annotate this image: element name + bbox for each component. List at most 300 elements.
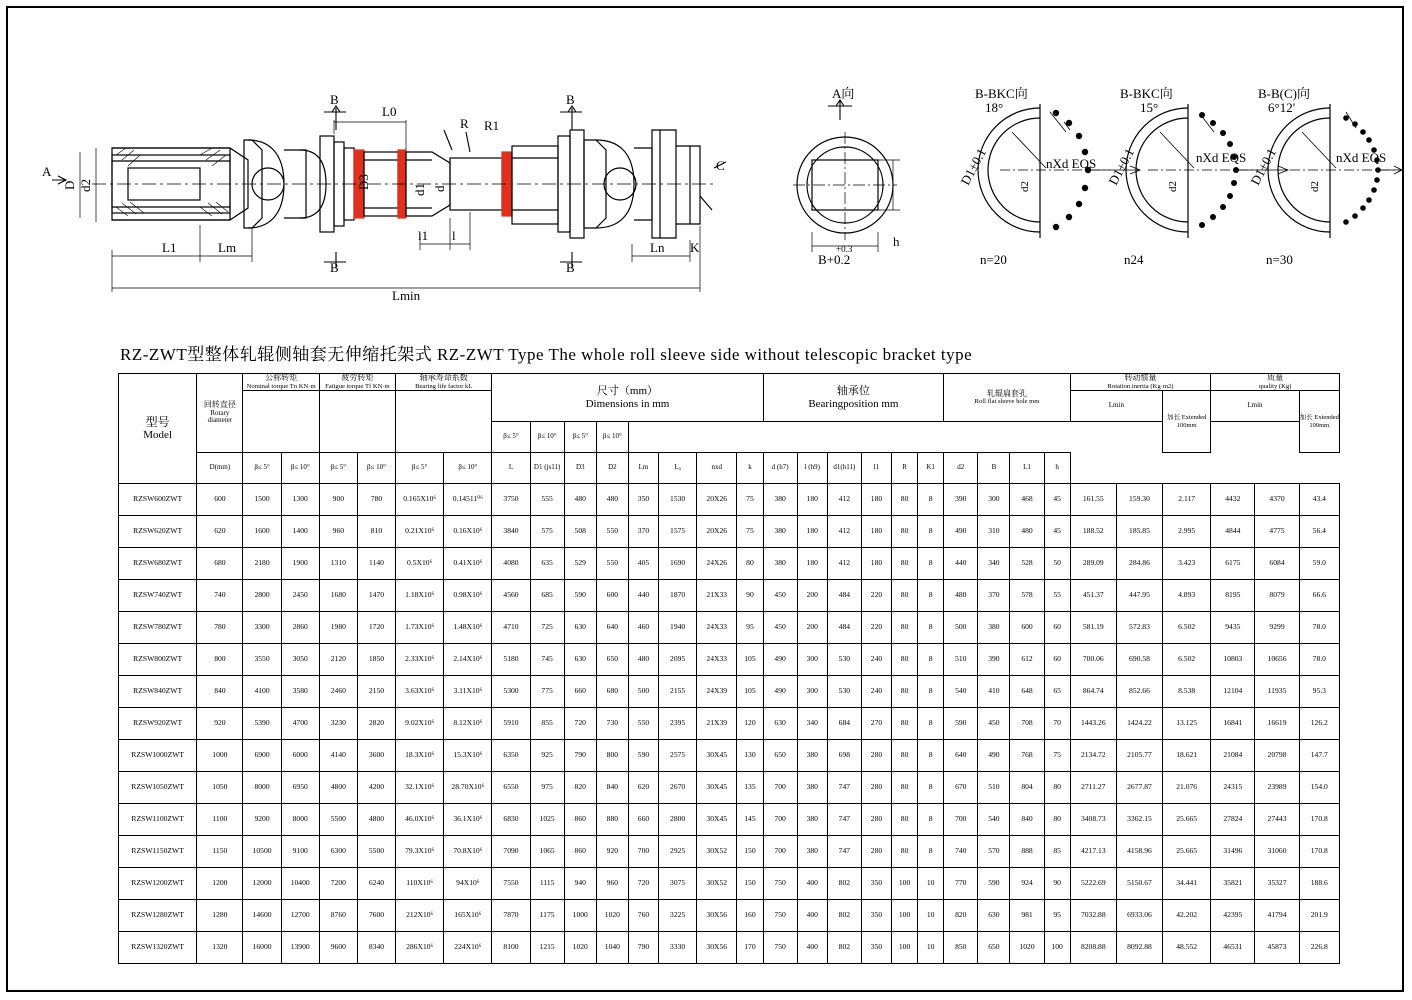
- cell-l: 400: [797, 900, 827, 932]
- cell-q5: 31496: [1211, 836, 1255, 868]
- cell-iext: 6.502: [1163, 644, 1211, 676]
- cell-q10: 41794: [1255, 900, 1299, 932]
- cell-L: 4080: [492, 548, 530, 580]
- cell-q5: 42395: [1211, 900, 1255, 932]
- cell-iext: 34.441: [1163, 868, 1211, 900]
- table-row: [119, 740, 1340, 772]
- cell-l: 200: [797, 612, 827, 644]
- cell-L0: 2095: [659, 644, 697, 676]
- cell-tn5: 16000: [243, 932, 281, 964]
- svg-text:D1±0.1: D1±0.1: [1105, 145, 1138, 188]
- cell-D1: 1025: [530, 804, 564, 836]
- cell-d2: 500: [944, 612, 978, 644]
- th-nominal-torque: 公称转矩 Nominal torque Tn KN·m: [243, 374, 319, 391]
- svg-text:nXd EQS: nXd EQS: [1336, 150, 1387, 165]
- cell-l1: 220: [861, 580, 891, 612]
- cell-L0: 3075: [659, 868, 697, 900]
- cell-q5: 8195: [1211, 580, 1255, 612]
- cell-k: 170: [737, 932, 763, 964]
- cell-h: 80: [1044, 804, 1070, 836]
- cell-l: 400: [797, 868, 827, 900]
- svg-text:B: B: [330, 92, 339, 107]
- cell-q5: 35821: [1211, 868, 1255, 900]
- cell-i5: 4217.13: [1070, 836, 1116, 868]
- cell-iext: 42.202: [1163, 900, 1211, 932]
- cell-q10: 4775: [1255, 516, 1299, 548]
- cell-K1: 8: [918, 740, 944, 772]
- cell-l: 380: [797, 772, 827, 804]
- cell-K1: 8: [918, 516, 944, 548]
- cell-tn5: 3550: [243, 644, 281, 676]
- cell-i5: 188.52: [1070, 516, 1116, 548]
- cell-qext: 170.8: [1299, 836, 1339, 868]
- svg-text:C: C: [716, 158, 725, 173]
- cell-L0: 3225: [659, 900, 697, 932]
- cell-D2: 730: [596, 708, 628, 740]
- cell-D3: 630: [564, 612, 596, 644]
- cell-l1: 350: [861, 932, 891, 964]
- cell-tn5: 3300: [243, 612, 281, 644]
- cell-q10: 20798: [1255, 740, 1299, 772]
- cell-L0: 1870: [659, 580, 697, 612]
- cell-l: 380: [797, 740, 827, 772]
- cell-k: 90: [737, 580, 763, 612]
- cell-L0: 1940: [659, 612, 697, 644]
- cell-tn10: 6950: [281, 772, 319, 804]
- cell-D2: 600: [596, 580, 628, 612]
- svg-text:Lmin: Lmin: [392, 288, 421, 303]
- cell-l1: 180: [861, 548, 891, 580]
- th-quality-b5: β≤ 5°: [564, 422, 596, 453]
- cell-B: 370: [978, 580, 1010, 612]
- table-row: [119, 516, 1340, 548]
- cell-model: RZSW600ZWT: [119, 484, 197, 516]
- cell-nxd: 30X52: [697, 868, 737, 900]
- cell-i10: 5150.67: [1116, 868, 1162, 900]
- cell-R: 80: [892, 676, 918, 708]
- cell-kl10: 2.14X10⁶: [444, 644, 492, 676]
- cell-tn10: 1300: [281, 484, 319, 516]
- cell-Lm: 550: [628, 708, 658, 740]
- cell-iext: 13.125: [1163, 708, 1211, 740]
- cell-nxd: 20X26: [697, 516, 737, 548]
- cell-l: 340: [797, 708, 827, 740]
- cell-tn10: 6000: [281, 740, 319, 772]
- svg-text:D: D: [62, 180, 77, 190]
- table-row: [119, 772, 1340, 804]
- svg-text:A向: A向: [832, 86, 855, 101]
- th-bearing-life: 轴承寿命系数 Bearing life factor kL: [396, 374, 492, 391]
- th-tn-b10: β≤ 10°: [281, 453, 319, 484]
- cell-iext: 25.665: [1163, 804, 1211, 836]
- cell-k: 130: [737, 740, 763, 772]
- cell-k: 150: [737, 868, 763, 900]
- cell-i10: 185.85: [1116, 516, 1162, 548]
- svg-text:B: B: [330, 260, 339, 275]
- cell-K1: 10: [918, 900, 944, 932]
- cell-h: 90: [1044, 868, 1070, 900]
- svg-text:B: B: [566, 260, 575, 275]
- cell-kl5: 110X10⁶: [396, 868, 444, 900]
- cell-tf5: 6300: [319, 836, 357, 868]
- cell-D: 1280: [197, 900, 243, 932]
- cell-i5: 3408.73: [1070, 804, 1116, 836]
- cell-L1: 924: [1010, 868, 1044, 900]
- cell-d1: 530: [827, 644, 861, 676]
- cell-D3: 720: [564, 708, 596, 740]
- cell-tf10: 4800: [357, 804, 395, 836]
- cell-q5: 9435: [1211, 612, 1255, 644]
- cell-tn5: 12000: [243, 868, 281, 900]
- cell-tf5: 4140: [319, 740, 357, 772]
- cell-tn10: 10400: [281, 868, 319, 900]
- cell-q10: 45873: [1255, 932, 1299, 964]
- cell-L1: 981: [1010, 900, 1044, 932]
- cell-k: 95: [737, 612, 763, 644]
- cell-qext: 43.4: [1299, 484, 1339, 516]
- cell-R: 100: [892, 900, 918, 932]
- cell-kl10: 28.70X10⁶: [444, 772, 492, 804]
- th-kl-b10: β≤ 10°: [444, 453, 492, 484]
- cell-l: 300: [797, 644, 827, 676]
- cell-i10: 1424.22: [1116, 708, 1162, 740]
- cell-L: 6350: [492, 740, 530, 772]
- svg-text:L0: L0: [382, 104, 397, 119]
- cell-l1: 280: [861, 740, 891, 772]
- svg-text:n=30: n=30: [1266, 252, 1293, 267]
- cell-l1: 280: [861, 836, 891, 868]
- svg-text:l: l: [452, 228, 456, 243]
- cell-k: 145: [737, 804, 763, 836]
- cell-kl5: 0.165X10⁶: [396, 484, 444, 516]
- cell-D2: 680: [596, 676, 628, 708]
- table-row: [119, 708, 1340, 740]
- cell-nxd: 30X56: [697, 932, 737, 964]
- cell-nxd: 30X45: [697, 740, 737, 772]
- cell-Lm: 500: [628, 676, 658, 708]
- cell-K1: 8: [918, 644, 944, 676]
- cell-D1: 745: [530, 644, 564, 676]
- cell-tn10: 2450: [281, 580, 319, 612]
- cell-l: 380: [797, 804, 827, 836]
- table-row: [119, 580, 1340, 612]
- table-row: [119, 548, 1340, 580]
- table-row: [119, 644, 1340, 676]
- th-dim-D1: D1 (js11): [530, 453, 564, 484]
- cell-tf10: 1140: [357, 548, 395, 580]
- cell-d1: 684: [827, 708, 861, 740]
- cell-tn5: 1600: [243, 516, 281, 548]
- table-row: [119, 484, 1340, 516]
- th-quality: 质量 quality (Kg): [1211, 374, 1340, 391]
- page-title: RZ-ZWT型整体轧辊侧轴套无伸缩托架式 RZ-ZWT Type The whole roll sleeve side without telescopic bracket type: [120, 345, 973, 364]
- cell-iext: 21.076: [1163, 772, 1211, 804]
- cell-B: 450: [978, 708, 1010, 740]
- cell-d1: 802: [827, 868, 861, 900]
- cell-h: 85: [1044, 836, 1070, 868]
- cell-B: 630: [978, 900, 1010, 932]
- cell-q10: 4370: [1255, 484, 1299, 516]
- cell-tf5: 3230: [319, 708, 357, 740]
- th-bp-R: R: [892, 453, 918, 484]
- cell-tn5: 10500: [243, 836, 281, 868]
- cell-Lm: 660: [628, 804, 658, 836]
- cell-tf5: 5500: [319, 804, 357, 836]
- cell-tn10: 8000: [281, 804, 319, 836]
- cell-tn10: 1900: [281, 548, 319, 580]
- svg-text:18°: 18°: [985, 100, 1004, 115]
- cell-B: 410: [978, 676, 1010, 708]
- cell-i5: 5222.69: [1070, 868, 1116, 900]
- spec-table: [118, 373, 1340, 964]
- cell-i5: 2134.72: [1070, 740, 1116, 772]
- cell-qext: 147.7: [1299, 740, 1339, 772]
- cell-nxd: 24X39: [697, 676, 737, 708]
- cell-Lm: 700: [628, 836, 658, 868]
- cell-R: 80: [892, 708, 918, 740]
- cell-q10: 35327: [1255, 868, 1299, 900]
- svg-text:D1±0.1: D1±0.1: [1247, 145, 1280, 188]
- cell-D1: 775: [530, 676, 564, 708]
- cell-D: 680: [197, 548, 243, 580]
- cell-tf10: 2820: [357, 708, 395, 740]
- cell-i10: 2105.77: [1116, 740, 1162, 772]
- cell-iext: 4.893: [1163, 580, 1211, 612]
- cell-D: 1000: [197, 740, 243, 772]
- cell-kl5: 46.0X10⁶: [396, 804, 444, 836]
- th-quality-extended: 加长 Extended 100mm: [1299, 391, 1339, 453]
- cell-d2: 510: [944, 644, 978, 676]
- cell-tn10: 1400: [281, 516, 319, 548]
- th-quality-lmin: Lmin: [1211, 391, 1299, 422]
- th-fatigue-torque: 疲劳转矩 Fatigue torque Tf KN·m: [319, 374, 395, 391]
- cell-D: 800: [197, 644, 243, 676]
- cell-tn5: 9200: [243, 804, 281, 836]
- cell-tn10: 3580: [281, 676, 319, 708]
- cell-B: 340: [978, 548, 1010, 580]
- table-row: [119, 612, 1340, 644]
- cell-R: 80: [892, 580, 918, 612]
- th-inertia-extended: 加长 Extended 100mm: [1163, 391, 1211, 453]
- cell-D3: 660: [564, 676, 596, 708]
- cell-qext: 188.6: [1299, 868, 1339, 900]
- cell-R: 80: [892, 484, 918, 516]
- cell-l: 180: [797, 484, 827, 516]
- cell-i5: 700.06: [1070, 644, 1116, 676]
- th-model: 型号 Model: [119, 374, 197, 484]
- cell-L1: 648: [1010, 676, 1044, 708]
- cell-h: 45: [1044, 484, 1070, 516]
- cell-L1: 528: [1010, 548, 1044, 580]
- cell-L0: 2155: [659, 676, 697, 708]
- cell-iext: 6.502: [1163, 612, 1211, 644]
- cell-L: 6830: [492, 804, 530, 836]
- cell-kl10: 36.1X10⁶: [444, 804, 492, 836]
- cell-qext: 66.6: [1299, 580, 1339, 612]
- cell-B: 300: [978, 484, 1010, 516]
- cell-i10: 3362.15: [1116, 804, 1162, 836]
- cell-i10: 6933.06: [1116, 900, 1162, 932]
- cell-d2: 480: [944, 580, 978, 612]
- cell-tf5: 1980: [319, 612, 357, 644]
- cell-d: 380: [763, 484, 797, 516]
- cell-L0: 2670: [659, 772, 697, 804]
- cell-tn5: 14600: [243, 900, 281, 932]
- cell-h: 95: [1044, 900, 1070, 932]
- cell-nxd: 20X26: [697, 484, 737, 516]
- cell-tf10: 810: [357, 516, 395, 548]
- cell-h: 60: [1044, 612, 1070, 644]
- technical-drawing: [0, 0, 1412, 330]
- cell-iext: 48.552: [1163, 932, 1211, 964]
- cell-model: RZSW1050ZWT: [119, 772, 197, 804]
- table-row: [119, 900, 1340, 932]
- cell-tf5: 9600: [319, 932, 357, 964]
- th-dim-D3: D3: [564, 453, 596, 484]
- cell-Lm: 350: [628, 484, 658, 516]
- cell-D2: 550: [596, 516, 628, 548]
- cell-D2: 1020: [596, 900, 628, 932]
- table-row: [119, 804, 1340, 836]
- cell-L0: 1530: [659, 484, 697, 516]
- cell-kl5: 0.21X10⁶: [396, 516, 444, 548]
- th-inertia-b5: β≤ 5°: [492, 422, 530, 453]
- cell-L1: 708: [1010, 708, 1044, 740]
- cell-D3: 480: [564, 484, 596, 516]
- cell-d1: 802: [827, 900, 861, 932]
- cell-i10: 4158.96: [1116, 836, 1162, 868]
- cell-l: 380: [797, 836, 827, 868]
- cell-Lm: 590: [628, 740, 658, 772]
- th-rotary-diameter: 回转直径 Rotary diameter: [197, 374, 243, 453]
- cell-D: 740: [197, 580, 243, 612]
- cell-k: 75: [737, 516, 763, 548]
- cell-q5: 16841: [1211, 708, 1255, 740]
- th-roll-h: h: [1044, 453, 1070, 484]
- svg-text:d: d: [432, 185, 447, 192]
- svg-text:B-BKC向: B-BKC向: [1120, 86, 1173, 101]
- cell-l: 200: [797, 580, 827, 612]
- cell-d1: 412: [827, 548, 861, 580]
- cell-nxd: 24X26: [697, 548, 737, 580]
- cell-iext: 8.538: [1163, 676, 1211, 708]
- cell-i5: 289.09: [1070, 548, 1116, 580]
- cell-K1: 10: [918, 932, 944, 964]
- svg-text:15°: 15°: [1140, 100, 1159, 115]
- cell-kl10: 3.11X10⁶: [444, 676, 492, 708]
- cell-i10: 572.83: [1116, 612, 1162, 644]
- cell-i10: 8092.88: [1116, 932, 1162, 964]
- cell-L1: 804: [1010, 772, 1044, 804]
- cell-L: 7550: [492, 868, 530, 900]
- cell-d: 630: [763, 708, 797, 740]
- cell-h: 50: [1044, 548, 1070, 580]
- cell-L1: 468: [1010, 484, 1044, 516]
- cell-i5: 864.74: [1070, 676, 1116, 708]
- cell-qext: 56.4: [1299, 516, 1339, 548]
- cell-tf10: 1850: [357, 644, 395, 676]
- svg-text:D3: D3: [356, 174, 371, 190]
- cell-L: 5180: [492, 644, 530, 676]
- cell-i5: 7032.88: [1070, 900, 1116, 932]
- cell-i5: 1443.26: [1070, 708, 1116, 740]
- cell-model: RZSW1200ZWT: [119, 868, 197, 900]
- cell-D1: 925: [530, 740, 564, 772]
- th-inertia-lmin: Lmin: [1070, 391, 1162, 422]
- cell-L: 3840: [492, 516, 530, 548]
- cell-h: 75: [1044, 740, 1070, 772]
- cell-D3: 1020: [564, 932, 596, 964]
- cell-D: 1320: [197, 932, 243, 964]
- cell-i5: 8208.88: [1070, 932, 1116, 964]
- cell-l1: 240: [861, 676, 891, 708]
- th-dim-k: k: [737, 453, 763, 484]
- cell-q5: 24315: [1211, 772, 1255, 804]
- cell-tf5: 8760: [319, 900, 357, 932]
- cell-k: 105: [737, 644, 763, 676]
- cell-i5: 2711.27: [1070, 772, 1116, 804]
- cell-B: 590: [978, 868, 1010, 900]
- cell-d2: 820: [944, 900, 978, 932]
- cell-L: 5300: [492, 676, 530, 708]
- cell-d2: 700: [944, 804, 978, 836]
- cell-d1: 484: [827, 580, 861, 612]
- cell-l1: 180: [861, 516, 891, 548]
- cell-l1: 270: [861, 708, 891, 740]
- cell-L0: 2575: [659, 740, 697, 772]
- cell-tn10: 12700: [281, 900, 319, 932]
- cell-k: 150: [737, 836, 763, 868]
- cell-qext: 95.3: [1299, 676, 1339, 708]
- cell-D3: 820: [564, 772, 596, 804]
- cell-B: 510: [978, 772, 1010, 804]
- cell-D1: 685: [530, 580, 564, 612]
- cell-tf5: 2120: [319, 644, 357, 676]
- cell-tn10: 9100: [281, 836, 319, 868]
- cell-d1: 412: [827, 484, 861, 516]
- cell-D3: 630: [564, 644, 596, 676]
- cell-tf10: 6240: [357, 868, 395, 900]
- cell-q5: 10803: [1211, 644, 1255, 676]
- th-bearing-position: 轴承位 Bearingposition mm: [763, 374, 944, 422]
- svg-text:D1±0.1: D1±0.1: [957, 145, 990, 188]
- cell-q10: 8079: [1255, 580, 1299, 612]
- cell-d2: 740: [944, 836, 978, 868]
- cell-kl10: 94X10⁶: [444, 868, 492, 900]
- cell-q10: 9299: [1255, 612, 1299, 644]
- cell-Lm: 620: [628, 772, 658, 804]
- cell-B: 540: [978, 804, 1010, 836]
- cell-tf5: 900: [319, 484, 357, 516]
- th-kl-b5: β≤ 5°: [396, 453, 444, 484]
- cell-model: RZSW620ZWT: [119, 516, 197, 548]
- svg-text:6°12': 6°12': [1268, 100, 1296, 115]
- cell-q5: 4844: [1211, 516, 1255, 548]
- cell-d: 650: [763, 740, 797, 772]
- cell-Lm: 440: [628, 580, 658, 612]
- cell-d: 380: [763, 548, 797, 580]
- cell-tn5: 8000: [243, 772, 281, 804]
- table-row: [119, 868, 1340, 900]
- table-row: [119, 932, 1340, 964]
- cell-L: 5910: [492, 708, 530, 740]
- cell-q5: 4432: [1211, 484, 1255, 516]
- cell-D3: 508: [564, 516, 596, 548]
- cell-kl10: 0.41X10⁶: [444, 548, 492, 580]
- cell-k: 120: [737, 708, 763, 740]
- cell-L1: 480: [1010, 516, 1044, 548]
- cell-kl10: 165X10⁶: [444, 900, 492, 932]
